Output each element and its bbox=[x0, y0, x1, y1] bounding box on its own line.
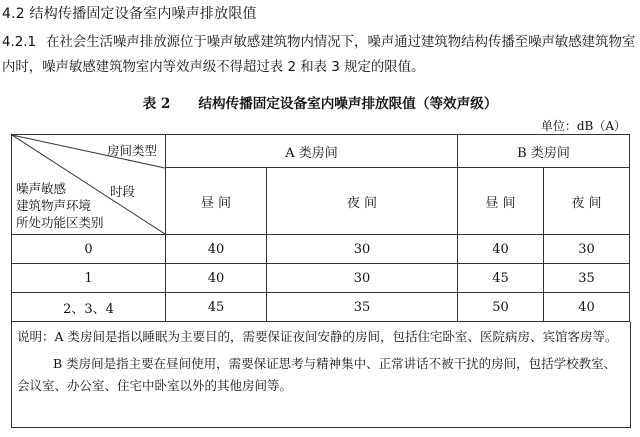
b-night-cell: 35 bbox=[544, 264, 630, 293]
room-a-night-header: 夜 间 bbox=[267, 168, 458, 235]
a-day-cell: 45 bbox=[166, 293, 267, 322]
room-type-label: 房间类型 bbox=[106, 143, 157, 158]
b-night-cell: 40 bbox=[544, 293, 630, 322]
b-night-cell: 30 bbox=[544, 235, 630, 264]
table-number: 表 2 bbox=[142, 96, 171, 112]
clause-text: 在社会生活噪声排放源位于噪声敏感建筑物内情况下，噪声通过建筑物结构传播至噪声敏感建筑物室内时，噪声敏感建筑物室内等效声级不得超过表 2 和表 3 规定的限值。 bbox=[2, 35, 636, 75]
room-a-day-header: 昼 间 bbox=[166, 168, 267, 235]
area-label-line-3: 所处功能区类别 bbox=[16, 215, 104, 230]
zone-cell: 2、3、4 bbox=[12, 293, 166, 322]
time-period-label: 时段 bbox=[109, 184, 135, 199]
a-day-cell: 40 bbox=[166, 235, 267, 264]
area-category-label bbox=[16, 180, 104, 231]
room-b-header: B 类房间 bbox=[458, 135, 630, 168]
a-day-cell: 40 bbox=[166, 264, 267, 293]
note-room-b: B 类房间是指主要在昼间使用，需要保证思考与精神集中、正常讲话不被干扰的房间，包括学校教室、会议室、办公室、住宅中卧室以外的其他房间等。 bbox=[17, 356, 617, 393]
b-day-cell: 50 bbox=[458, 293, 544, 322]
area-label-line-2: 建筑物声环境 bbox=[16, 198, 92, 213]
clause-number: 4.2.1 bbox=[2, 35, 37, 50]
room-b-day-header: 昼 间 bbox=[458, 168, 544, 235]
table-row bbox=[12, 264, 630, 293]
zone-cell: 0 bbox=[12, 235, 166, 264]
table-notes bbox=[11, 322, 631, 428]
clause-paragraph bbox=[2, 30, 636, 80]
section-heading: 4.2 结构传播固定设备室内噪声排放限值 bbox=[2, 6, 257, 22]
area-label-line-1: 噪声敏感 bbox=[16, 181, 67, 196]
diagonal-header-cell bbox=[12, 135, 166, 235]
a-night-cell: 30 bbox=[267, 235, 458, 264]
a-night-cell: 35 bbox=[267, 293, 458, 322]
table-unit: 单位：dB（A） bbox=[540, 119, 626, 133]
note-room-a: 说明：A 类房间是指以睡眠为主要目的，需要保证夜间安静的房间，包括住宅卧室、医院病房、宾馆客房等。 bbox=[17, 329, 618, 344]
table-title: 结构传播固定设备室内噪声排放限值（等效声级） bbox=[198, 96, 498, 112]
a-night-cell: 30 bbox=[267, 264, 458, 293]
table-caption bbox=[0, 92, 640, 112]
noise-limit-table bbox=[11, 134, 630, 322]
table-row bbox=[12, 293, 630, 322]
zone-cell: 1 bbox=[12, 264, 166, 293]
room-a-header: A 类房间 bbox=[166, 135, 458, 168]
b-day-cell: 45 bbox=[458, 264, 544, 293]
room-b-night-header: 夜 间 bbox=[544, 168, 630, 235]
table-row bbox=[12, 235, 630, 264]
b-day-cell: 40 bbox=[458, 235, 544, 264]
